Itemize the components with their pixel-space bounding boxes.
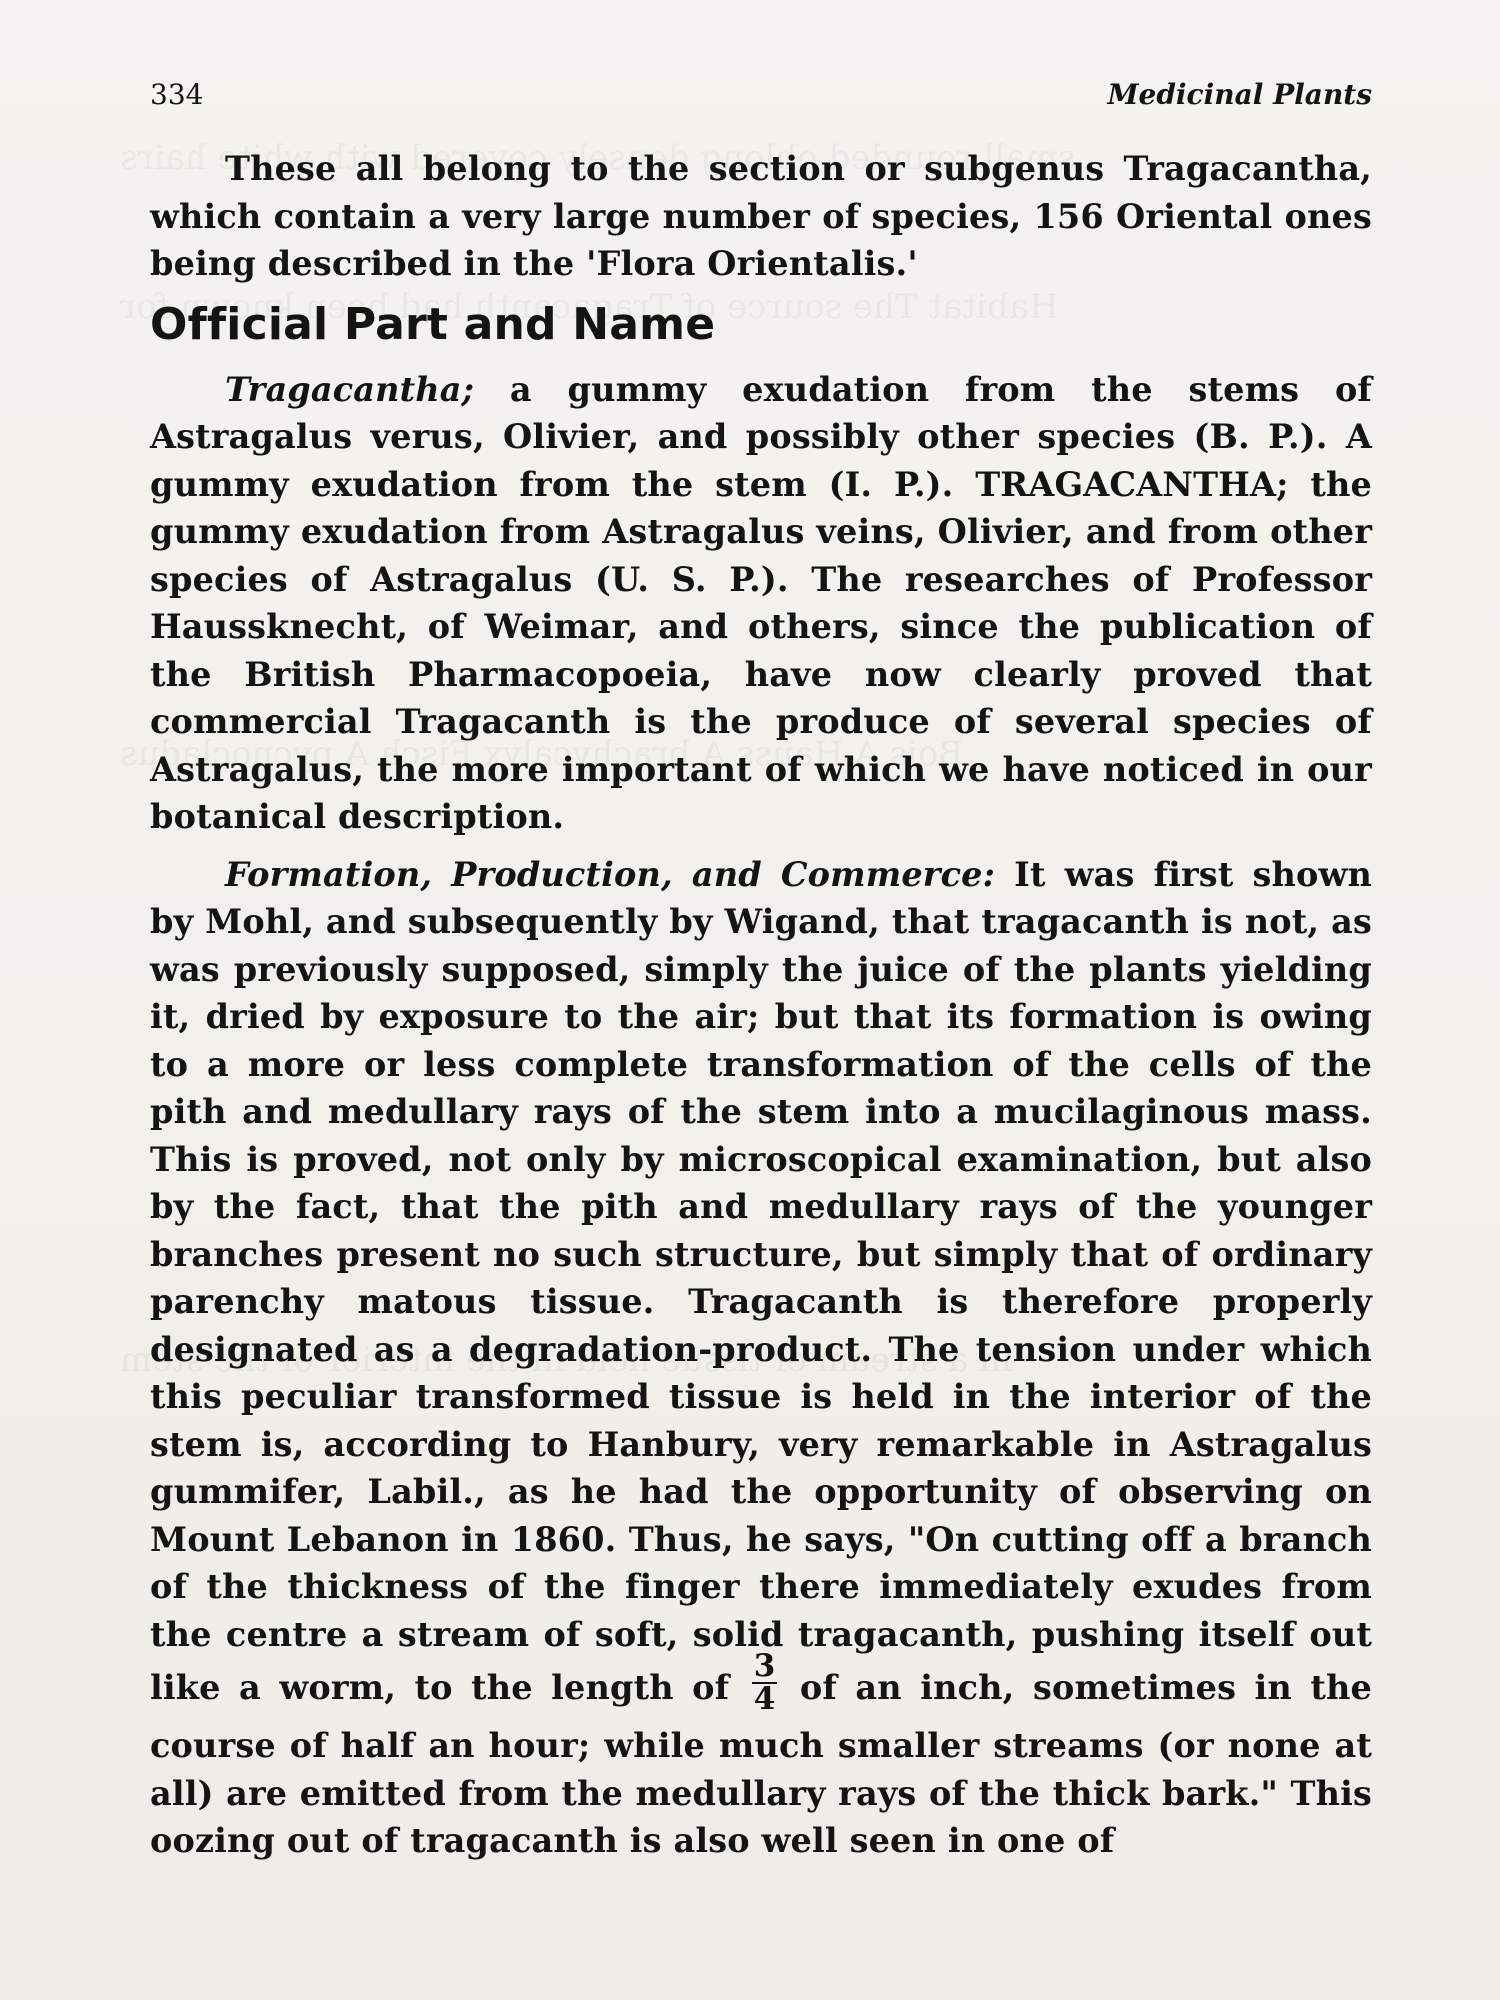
paragraph-body-text: It was first shown by Mohl, and subsequently by Wigand, that tragacanth is not, as was previously supposed, simply the juice of the plants yielding it, dried by exposure to the air; but that its formation is owing to a more or less complete transformation of the cells of the pith and medullary rays of the stem into a mucilaginous mass. This is proved, not only by microscopical examination, but also by the fact, that the pith and medullary rays of the younger branches present no such structure, but simply that of ordinary parenchy matous tissue. Tragacanth is therefore properly designated as a degradation-product. The tension under which this peculiar transformed tissue is held in the interior of the stem is, according to Hanbury, very remarkable in Astragalus gummifer, Labil., as he had the opportunity of observing on Mount Lebanon in 1860. Thus, he says, "On cutting off a branch of the thickness of the finger there immediately exudes from the centre a stream of soft, solid tragacanth, pushing itself out like a worm, to the length of bbox=[150, 854, 1372, 1707]
paragraph-formation bbox=[150, 851, 1372, 1865]
paragraph-body-text: of an inch, sometimes in the course of half an hour; while much smaller streams (or none at all) are emitted from the medullary rays of the thick bark." This oozing out of tragacanth is also well seen in one of bbox=[150, 1668, 1372, 1860]
paragraph-body-text: a gummy exudation from the stems of Astragalus verus, Olivier, and possibly other species (B. P.). A gummy exudation from the stem (I. P.). TRAGACANTHA; the gummy exudation from Astragalus veins, Olivier, and from other species of Astragalus (U. S. P.). The researches of Professor Haussknecht, of Weimar, and others, since the publication of the British Pharmacopoeia, have now clearly proved that commercial Tragacanth is the produce of several species of Astragalus, the more important of which we have noticed in our botanical description. bbox=[150, 369, 1372, 836]
paragraph-lead-formation: Formation, Production, and Commerce: bbox=[225, 854, 996, 894]
page-content bbox=[150, 145, 1372, 1875]
page-number: 334 bbox=[150, 78, 204, 111]
running-title: Medicinal Plants bbox=[1107, 78, 1372, 111]
section-heading: Official Part and Name bbox=[150, 298, 716, 350]
paragraph-tragacantha-section: These all belong to the section or subgenus Tragacantha, which contain a very large number of species, 156 Oriental ones being described in the 'Flora Orientalis.' bbox=[150, 149, 1372, 283]
fraction-denominator: 4 bbox=[753, 1681, 776, 1717]
fraction-three-quarters bbox=[752, 1648, 778, 1717]
page-header bbox=[150, 78, 1372, 118]
paragraph-official-part bbox=[150, 366, 1372, 841]
paragraph-lead-tragacantha: Tragacantha; bbox=[225, 369, 475, 409]
fraction-numerator: 3 bbox=[753, 1648, 776, 1684]
